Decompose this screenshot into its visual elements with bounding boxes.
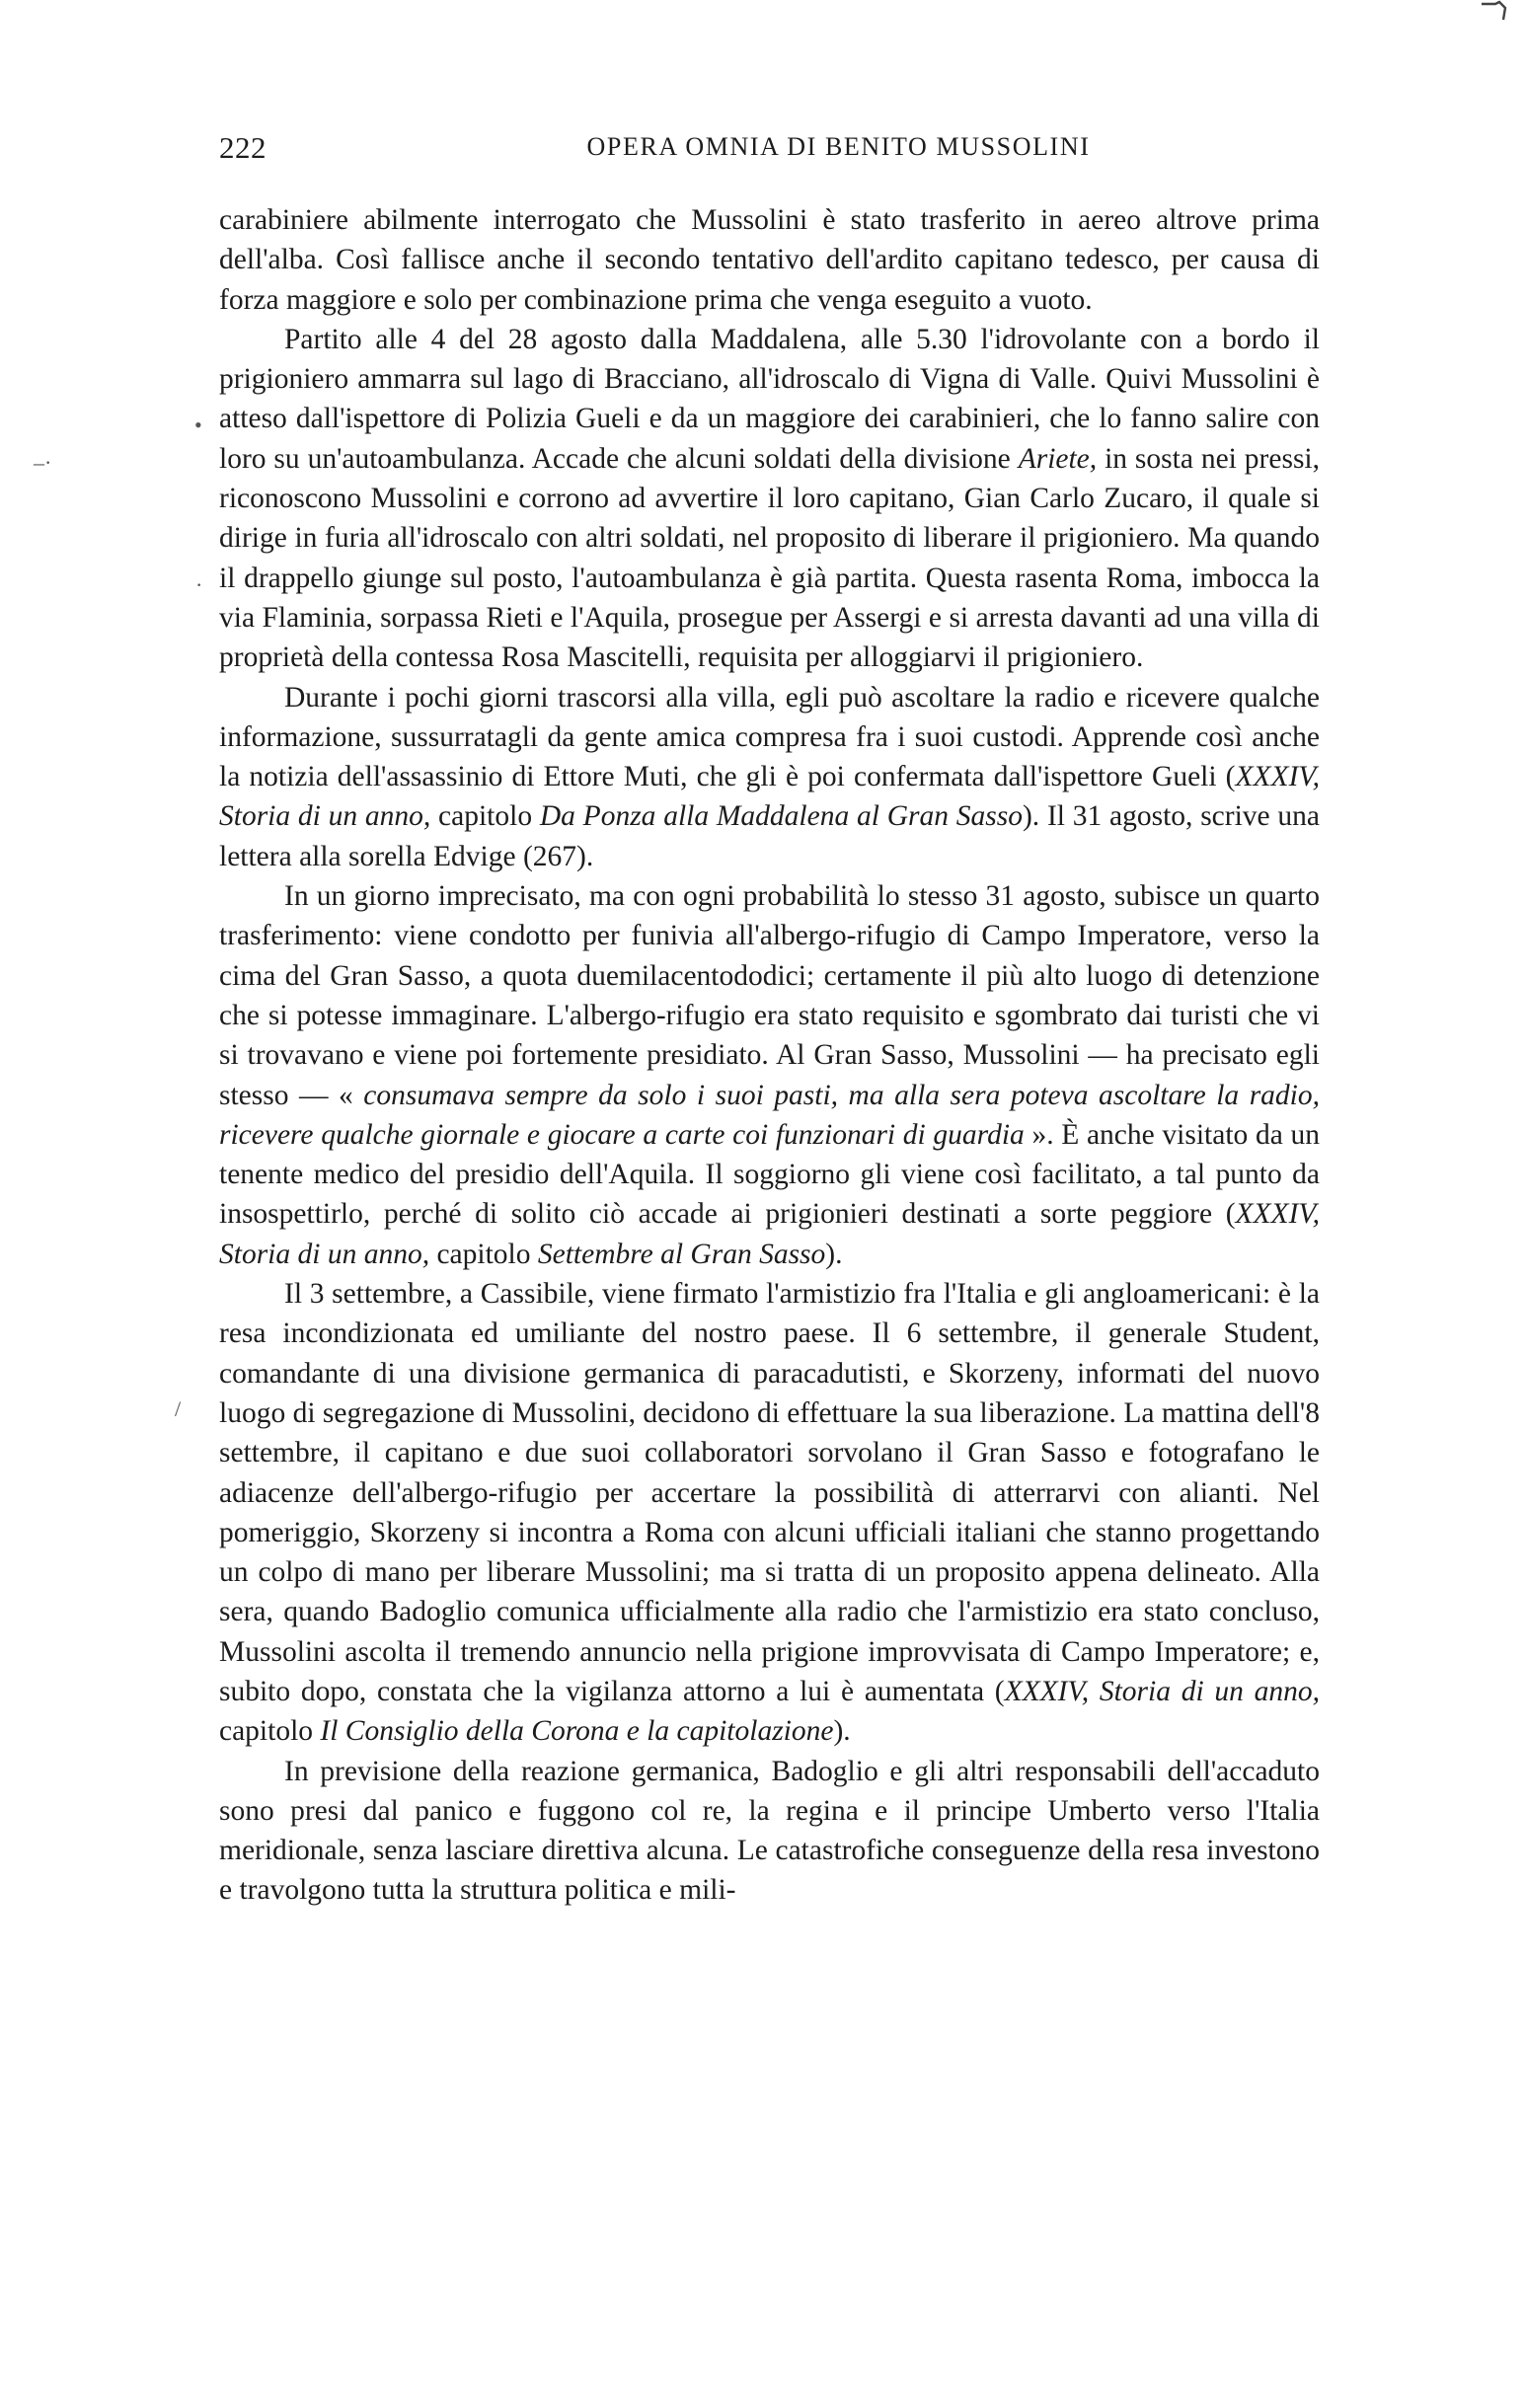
text-run: Durante i pochi giorni trascorsi alla villa, egli può ascoltare la radio e ricevere qualche informazione, sussurratagli da gente amica compresa fra i suoi custodi. Apprende così anche la notizia dell'assassinio di Ettore Muti, che gli è poi confermata dall'ispettore Gueli ( [219, 681, 1320, 793]
italic-run: consumava sempre da solo i suoi pasti, ma alla sera poteva ascoltare la radio, ricevere qualche giornale e giocare a carte coi funzionari di guardia [219, 1079, 1320, 1151]
paragraph [219, 200, 1320, 320]
paragraph [219, 1274, 1320, 1752]
text-run: In previsione della reazione germanica, Badoglio e gli altri responsabili dell'accaduto sono presi dal panico e fuggono col re, la regina e il principe Umberto verso l'Italia meridionale, senza lasciare direttiva alcuna. Le catastrofiche conseguenze della resa investono e travolgono tutta la struttura politica e mili- [219, 1755, 1320, 1907]
italic-run: XXXIV, Storia di un anno, [1004, 1675, 1321, 1707]
page-header [219, 130, 1320, 174]
text-run: In un giorno imprecisato, ma con ogni probabilità lo stesso 31 agosto, subisce un quarto trasferimento: viene condotto per funivia all'albergo-rifugio di Campo Imperatore, verso la cima del Gran Sasso, a quota duemilacentododici; certamente il più alto luogo di detenzione che si potesse immaginare. L'albergo-rifugio era stato requisito e sgombrato dai turisti che vi si trovavano e viene poi fortemente presidiato. Al Gran Sasso, Mussolini — ha precisato egli stesso — « [219, 880, 1320, 1111]
text-run: Partito alle 4 del 28 agosto dalla Maddalena, alle 5.30 l'idrovolante con a bordo il prigioniero ammarra sul lago di Bracciano, all'idroscalo di Vigna di Valle. Quivi Mussolini è atteso dall'ispettore di Polizia Gueli e da un maggiore dei carabinieri, che lo fanno salire con loro su un'autoambulanza. Accade che alcuni soldati della divisione [219, 323, 1320, 475]
body-text [219, 200, 1320, 1911]
page-number: 222 [219, 130, 267, 165]
margin-mark: / [175, 1396, 182, 1421]
text-run: capitolo [430, 800, 540, 833]
italic-run: Da Ponza alla Maddalena al Gran Sasso [539, 800, 1023, 833]
text-run: capitolo [429, 1238, 538, 1270]
margin-mark: • [194, 413, 202, 437]
paragraph [219, 678, 1320, 876]
scan-corner-mark [1480, 0, 1507, 22]
italic-run: Settembre al Gran Sasso [537, 1238, 826, 1270]
text-run: ). [833, 1715, 851, 1748]
paragraph [219, 320, 1320, 678]
text-run: ). [825, 1238, 843, 1270]
paragraph [219, 876, 1320, 1274]
text-run: in sosta nei pressi, riconoscono Mussolini e corrono ad avvertire il loro capitano, Gian Carlo Zucaro, il quale si dirige in furia all'idroscalo con altri soldati, nel proposito di liberare il prigioniero. Ma quando il drappello giunge sul posto, l'autoambulanza è già partita. Questa rasenta Roma, imbocca la via Flaminia, sorpassa Rieti e l'Aquila, prosegue per Assergi e si arresta davanti ad una villa di proprietà della contessa Rosa Mascitelli, requisita per alloggiarvi il prigioniero. [219, 442, 1320, 674]
italic-run: XXXIV, Storia di un anno, [219, 1198, 1320, 1270]
paragraph [219, 1752, 1320, 1911]
text-run: ». È anche visitato da un tenente medico del presidio dell'Aquila. Il soggiorno gli viene così facilitato, a tal punto da insospettirlo, perché di solito ciò accade ai prigionieri destinati a sorte peggiore ( [219, 1118, 1320, 1231]
margin-mark: · [195, 572, 203, 597]
italic-run: Ariete, [1018, 442, 1098, 475]
text-run: capitolo [219, 1715, 321, 1748]
text-run: Il 3 settembre, a Cassibile, viene firmato l'armistizio fra l'Italia e gli angloamericani: è la resa incondizionata ed umiliante del nostro paese. Il 6 settembre, il generale Student, comandante di una divisione germanica di paracadutisti, e Skorzeny, informati del nuovo luogo di segregazione di Mussolini, decidono di effettuare la sua liberazione. La mattina dell'8 settembre, il capitano e due suoi collaboratori sorvolano il Gran Sasso e fotografano le adiacenze dell'albergo-rifugio per accertare la possibilità di atterrarvi con alianti. Nel pomeriggio, Skorzeny si incontra a Roma con alcuni ufficiali italiani che stanno progettando un colpo di mano per liberare Mussolini; ma si tratta di un proposito appena delineato. Alla sera, quando Badoglio comunica ufficialmente alla radio che l'armistizio era stato concluso, Mussolini ascolta il tremendo annuncio nella prigione improvvisata di Campo Imperatore; e, subito dopo, constata che la vigilanza attorno a lui è aumentata ( [219, 1278, 1320, 1707]
text-run: ). Il 31 agosto, scrive una lettera alla sorella Edvige (267). [219, 800, 1320, 872]
running-head: OPERA OMNIA DI BENITO MUSSOLINI [586, 132, 1091, 161]
text-run: carabiniere abilmente interrogato che Mussolini è stato trasferito in aereo altrove prima dell'alba. Così fallisce anche il secondo tentativo dell'ardito capitano tedesco, per causa di forza maggiore e solo per combinazione prima che venga eseguito a vuoto. [219, 204, 1320, 316]
italic-run: XXXIV, Storia di un anno, [219, 761, 1320, 833]
italic-run: Il Consiglio della Corona e la capitolazione [320, 1715, 834, 1748]
margin-mark: –· [34, 450, 52, 475]
